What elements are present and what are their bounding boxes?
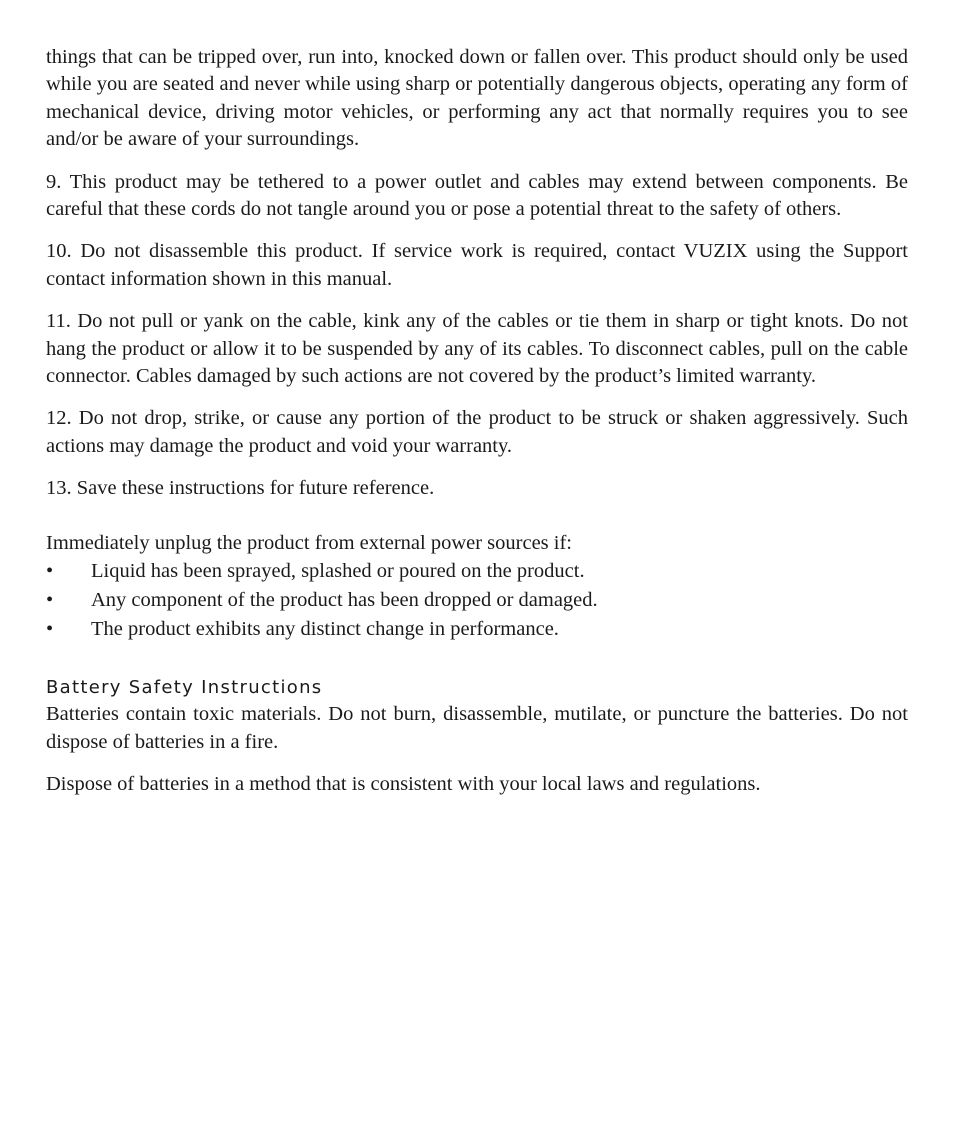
document-page: [46, 44, 908, 798]
paragraph-item-10: 10. Do not disassemble this product. If service work is required, contact VUZIX using the Support contact information shown in this manual.: [46, 240, 908, 290]
unplug-conditions-list: [46, 557, 908, 644]
paragraph-item-13: 13. Save these instructions for future reference.: [46, 477, 435, 500]
bullet-icon: •: [46, 589, 54, 612]
list-item-text: The product exhibits any distinct change in performance.: [91, 618, 559, 641]
battery-paragraph-1: Batteries contain toxic materials. Do not burn, disassemble, mutilate, or puncture the batteries. Do not dispose of batteries in a fire.: [46, 703, 908, 753]
list-item-text: Liquid has been sprayed, splashed or poured on the product.: [91, 560, 585, 583]
list-item: [46, 615, 908, 644]
unplug-intro: Immediately unplug the product from external power sources if:: [46, 531, 573, 554]
bullet-icon: •: [46, 618, 54, 641]
paragraph-continued: things that can be tripped over, run into, knocked down or fallen over. This product should only be used while you are seated and never while using sharp or potentially dangerous objects, operating any form of mechanical device, driving motor vehicles, or performing any act that normally requires you to see and/or be aware of your surroundings.: [46, 46, 908, 151]
bullet-icon: •: [46, 560, 54, 583]
list-item: [46, 557, 908, 586]
battery-paragraph-2: Dispose of batteries in a method that is consistent with your local laws and regulations.: [46, 772, 761, 795]
paragraph-item-12: 12. Do not drop, strike, or cause any portion of the product to be struck or shaken aggressively. Such actions may damage the product and void your warranty.: [46, 407, 908, 457]
paragraph-item-9: 9. This product may be tethered to a power outlet and cables may extend between components. Be careful that these cords do not tangle around you or pose a potential threat to the safety of others.: [46, 170, 908, 221]
list-item-text: Any component of the product has been dropped or damaged.: [91, 589, 598, 612]
paragraph-item-11: 11. Do not pull or yank on the cable, kink any of the cables or tie them in sharp or tight knots. Do not hang the product or allow it to be suspended by any of its cables. To disconnect cables, pull on the cable connector. Cables damaged by such actions are not covered by the product’s limited warranty.: [46, 310, 908, 388]
list-item: [46, 586, 908, 615]
section-heading: Battery Safety Instructions: [46, 677, 323, 699]
